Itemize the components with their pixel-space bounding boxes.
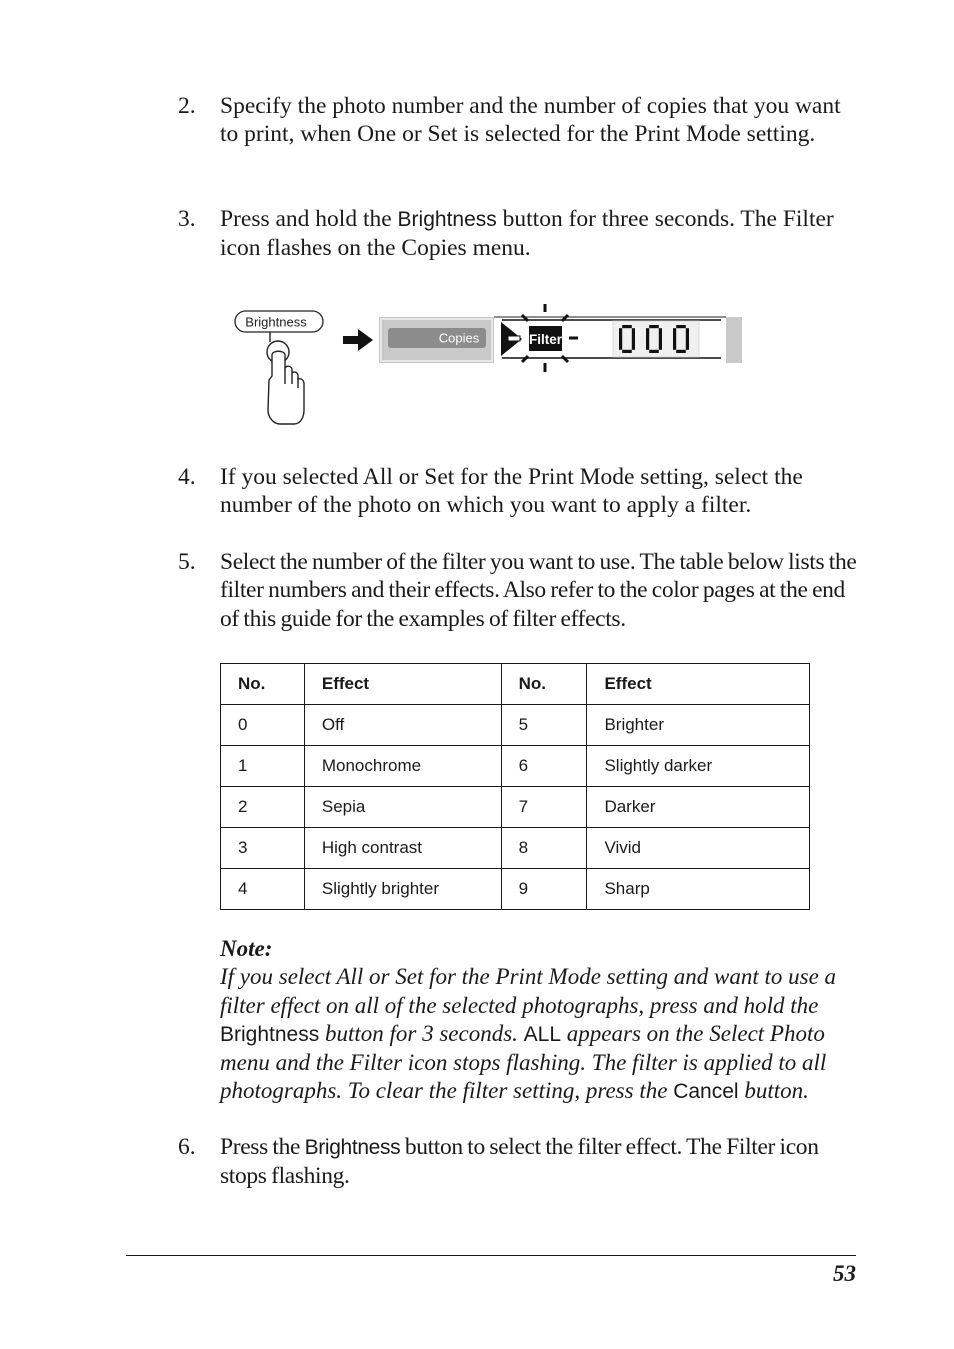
digit-segment [676, 325, 686, 328]
table-cell: 2 [221, 787, 305, 828]
arrow-right-icon [343, 329, 373, 351]
table-cell: 5 [501, 705, 587, 746]
table-cell: 9 [501, 869, 587, 910]
digit-segment [659, 339, 662, 350]
step-text-pre: Press the [220, 1134, 305, 1160]
digit-segment [659, 328, 662, 339]
copies-menu-label: Copies [438, 330, 480, 346]
digit-segment [686, 339, 689, 350]
digit-segment [619, 328, 622, 339]
digit-segment [646, 339, 649, 350]
table-cell: 0 [221, 705, 305, 746]
digit-segment [619, 339, 622, 350]
table-row [221, 828, 810, 869]
table-row [221, 869, 810, 910]
table-cell: Sharp [587, 869, 810, 910]
step-text [220, 205, 860, 263]
step-text: Select the number of the filter you want to use. The table below lists the filter numbers and their effects. Also refer to the color pages at the end of this guide for the examples of filter effects. [220, 549, 857, 632]
step-text-post: button for three seconds. The Filter icon flashes on the Copies menu. [220, 206, 834, 262]
brightness-button-name: Brightness [220, 1022, 320, 1046]
note-text-part: button for 3 seconds. [319, 1020, 524, 1046]
lcd-display [494, 304, 742, 372]
table-row [221, 746, 810, 787]
step-text: Specify the photo number and the number of copies that you want to print, when One or Set is selected for the Print Mode setting. [220, 93, 841, 148]
step-number: 4. [178, 464, 196, 490]
digit-segment [676, 350, 686, 353]
note-text-part: appears on the Select Photo menu and the Filter icon stops flashing. The filter is applied to all photographs. To clear the filter setting, press the [220, 1020, 827, 1104]
all-indicator-text: ALL [523, 1022, 562, 1046]
table-cell: Monochrome [304, 746, 501, 787]
footer-rule [126, 1255, 856, 1256]
table-header-row [221, 664, 810, 705]
filter-icon [529, 326, 563, 351]
table-cell: 6 [501, 746, 587, 787]
table-cell: 8 [501, 828, 587, 869]
table-row [221, 705, 810, 746]
step-text-post: button to select the filter effect. The Filter icon stops flashing. [220, 1134, 819, 1190]
table-cell: Brighter [587, 705, 810, 746]
note-label: Note: [220, 936, 273, 961]
cancel-button-name: Cancel [673, 1080, 739, 1104]
brightness-button-name: Brightness [397, 208, 497, 231]
step-number: 2. [178, 93, 196, 119]
table-cell: Slightly darker [587, 746, 810, 787]
step-text [220, 1133, 860, 1191]
table-row [221, 787, 810, 828]
note-text-part: button. [738, 1078, 809, 1104]
step-text-pre: Press and hold the [220, 206, 398, 232]
page-number: 53 [833, 1261, 856, 1286]
table-cell: 1 [221, 746, 305, 787]
digit-segment [632, 339, 635, 350]
table-cell: Off [304, 705, 501, 746]
table-cell: Slightly brighter [304, 869, 501, 910]
table-cell: Darker [587, 787, 810, 828]
note-text [220, 963, 870, 1106]
brightness-button-label: Brightness [245, 314, 307, 330]
digit-segment [673, 339, 676, 350]
note-block [220, 935, 870, 1107]
digit-segment [649, 350, 659, 353]
filter-effects-table [220, 663, 810, 910]
table-header-cell: Effect [587, 664, 810, 705]
table-cell: Sepia [304, 787, 501, 828]
digit-segment [622, 350, 632, 353]
digit-segment [649, 325, 659, 328]
step-number: 6. [178, 1134, 196, 1160]
seven-segment-digits [613, 321, 699, 357]
note-text-part: If you select All or Set for the Print Mode setting and want to use a filter effect on all of the selected photographs, press and hold the [220, 964, 837, 1018]
brightness-button-name: Brightness [304, 1136, 401, 1159]
table-cell: 3 [221, 828, 305, 869]
lcd-copies-segment [379, 317, 494, 363]
brightness-button [235, 311, 323, 332]
table-cell: 4 [221, 869, 305, 910]
table-cell: High contrast [304, 828, 501, 869]
table-header-cell: Effect [304, 664, 501, 705]
table-header-cell: No. [221, 664, 305, 705]
digit-segment [686, 328, 689, 339]
step-text: If you selected All or Set for the Print Mode setting, select the number of the photo on which you want to apply a filter. [220, 464, 803, 519]
step-number: 3. [178, 206, 196, 232]
digit-segment [646, 328, 649, 339]
table-cell: Vivid [587, 828, 810, 869]
step-number: 5. [178, 549, 196, 575]
digit-segment [632, 328, 635, 339]
pressing-hand-icon [267, 332, 304, 424]
table-cell: 7 [501, 787, 587, 828]
digit-segment [622, 325, 632, 328]
digit-segment [673, 328, 676, 339]
filter-icon-label: Filter [528, 332, 563, 347]
control-panel-illustration [230, 300, 750, 435]
table-header-cell: No. [501, 664, 587, 705]
